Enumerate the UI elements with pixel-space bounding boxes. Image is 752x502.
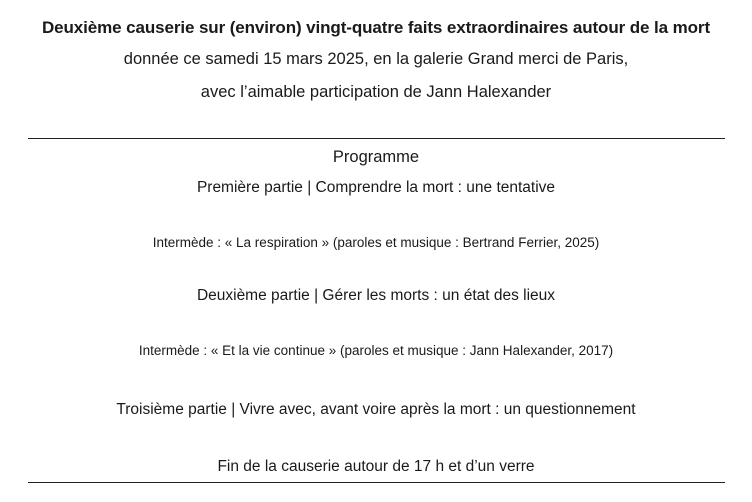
programme-closing: Fin de la causerie autour de 17 h et d’un verre	[217, 458, 535, 475]
programme-heading: Programme	[332, 148, 420, 166]
programme-part-3: Troisième partie | Vivre avec, avant voire après la mort : un questionnement	[116, 401, 636, 418]
top-divider	[28, 138, 725, 139]
document-title: Deuxième causerie sur (environ) vingt-quatre faits extraordinaires autour de la mort	[41, 18, 710, 37]
bottom-divider	[28, 482, 725, 483]
programme-part-1: Première partie | Comprendre la mort : une tentative	[196, 179, 556, 196]
programme-interlude-1: Intermède : « La respiration » (paroles et musique : Bertrand Ferrier, 2025)	[152, 235, 600, 250]
programme-interlude-2: Intermède : « Et la vie continue » (paroles et musique : Jann Halexander, 2017)	[138, 343, 614, 358]
participation-line: avec l’aimable participation de Jann Halexander	[200, 83, 552, 101]
programme-part-2: Deuxième partie | Gérer les morts : un état des lieux	[196, 287, 556, 304]
date-venue-line: donnée ce samedi 15 mars 2025, en la galerie Grand merci de Paris,	[123, 50, 629, 68]
